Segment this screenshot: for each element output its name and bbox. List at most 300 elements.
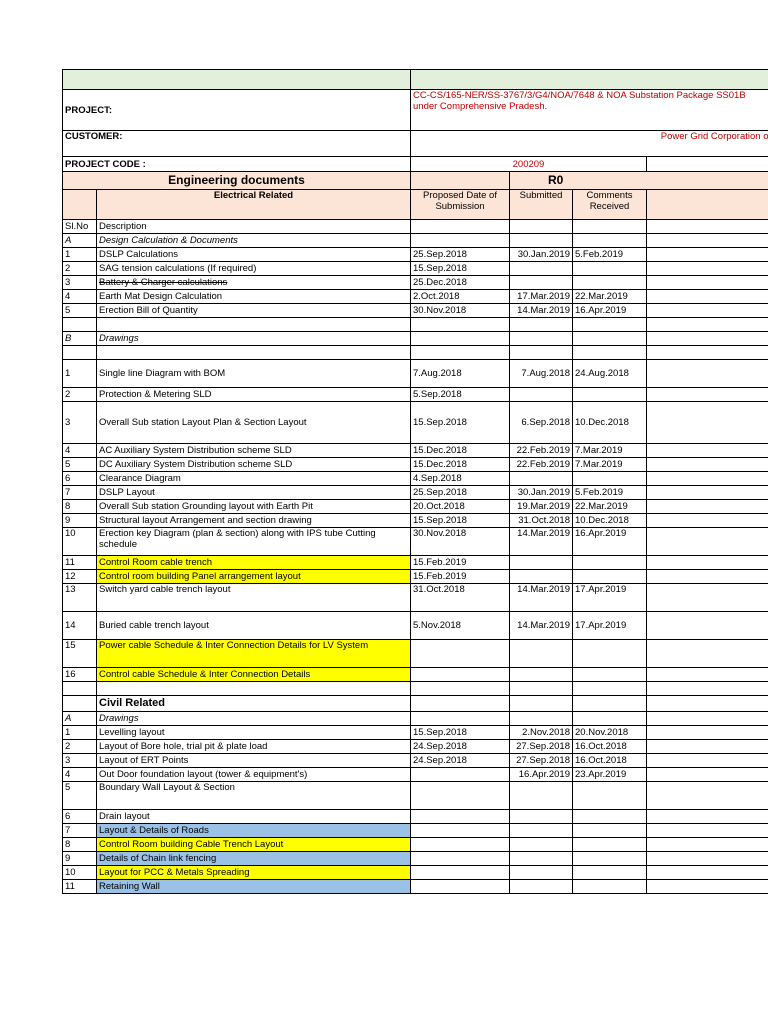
proposed-date-cell: 15.Dec.2018 xyxy=(411,444,510,458)
extra-cell xyxy=(647,754,768,768)
extra-cell xyxy=(647,402,768,444)
description-cell xyxy=(97,318,411,332)
description-cell: Drain layout xyxy=(97,810,411,824)
extra-cell xyxy=(647,712,768,726)
customer-label: CUSTOMER: xyxy=(63,131,411,157)
table-row xyxy=(63,304,768,318)
description-cell: Single line Diagram with BOM xyxy=(97,360,411,388)
electrical-related-heading: Electrical Related xyxy=(97,190,411,220)
table-row xyxy=(63,248,768,262)
slno-cell: 7 xyxy=(63,486,97,500)
table-row xyxy=(63,234,768,248)
comments-date-cell: 17.Apr.2019 xyxy=(573,612,647,640)
comments-date-cell: 22.Mar.2019 xyxy=(573,290,647,304)
description-cell: SAG tension calculations (If required) xyxy=(97,262,411,276)
submitted-date-cell xyxy=(510,682,573,696)
submitted-date-cell: 17.Mar.2019 xyxy=(510,290,573,304)
description-cell: Switch yard cable trench layout xyxy=(97,584,411,612)
blank-cell xyxy=(510,220,573,234)
column-header-extra xyxy=(647,190,768,220)
description-cell: Out Door foundation layout (tower & equipment's) xyxy=(97,768,411,782)
proposed-date-cell xyxy=(411,712,510,726)
extra-cell xyxy=(647,318,768,332)
comments-date-cell: 20.Nov.2018 xyxy=(573,726,647,740)
table-row xyxy=(63,500,768,514)
description-heading: Description xyxy=(97,220,411,234)
description-cell: Layout of ERT Points xyxy=(97,754,411,768)
extra-cell xyxy=(647,304,768,318)
slno-cell xyxy=(63,682,97,696)
comments-date-cell: 16.Oct.2018 xyxy=(573,740,647,754)
proposed-date-cell: 30.Nov.2018 xyxy=(411,304,510,318)
comments-date-cell xyxy=(573,388,647,402)
table-row xyxy=(63,528,768,556)
proposed-date-cell xyxy=(411,318,510,332)
comments-date-cell xyxy=(573,866,647,880)
blank-cell xyxy=(573,220,647,234)
engineering-documents-heading: Engineering documents xyxy=(63,172,411,190)
submitted-date-cell: 14.Mar.2019 xyxy=(510,304,573,318)
submitted-date-cell xyxy=(510,824,573,838)
comments-date-cell: 24.Aug.2018 xyxy=(573,360,647,388)
description-cell: Control Room building Cable Trench Layout xyxy=(97,838,411,852)
submitted-date-cell: 14.Mar.2019 xyxy=(510,528,573,556)
table-row xyxy=(63,584,768,612)
slno-cell: 6 xyxy=(63,810,97,824)
description-cell xyxy=(97,682,411,696)
description-cell: DSLP Layout xyxy=(97,486,411,500)
proposed-date-cell: 24.Sep.2018 xyxy=(411,754,510,768)
proposed-date-cell xyxy=(411,880,510,894)
comments-date-cell xyxy=(573,318,647,332)
extra-cell xyxy=(647,248,768,262)
submitted-date-cell xyxy=(510,866,573,880)
comments-date-cell xyxy=(573,640,647,668)
comments-date-cell xyxy=(573,276,647,290)
comments-date-cell: 22.Mar.2019 xyxy=(573,500,647,514)
description-cell: Clearance Diagram xyxy=(97,472,411,486)
proposed-date-cell xyxy=(411,332,510,346)
submitted-date-cell xyxy=(510,262,573,276)
table-row xyxy=(63,332,768,346)
description-cell xyxy=(97,346,411,360)
submitted-date-cell xyxy=(510,556,573,570)
proposed-date-cell: 2.Oct.2018 xyxy=(411,290,510,304)
comments-date-cell xyxy=(573,852,647,866)
description-cell: Control room building Panel arrangement layout xyxy=(97,570,411,584)
comments-date-cell xyxy=(573,668,647,682)
extra-cell xyxy=(647,234,768,248)
slno-cell: 11 xyxy=(63,880,97,894)
project-row xyxy=(63,90,768,131)
submitted-date-cell: 31.Oct.2018 xyxy=(510,514,573,528)
project-code-value: 200209 xyxy=(411,157,647,172)
extra-cell xyxy=(647,768,768,782)
extra-cell xyxy=(647,584,768,612)
proposed-date-cell: 20.Oct.2018 xyxy=(411,500,510,514)
extra-cell xyxy=(647,570,768,584)
description-cell: Drawings xyxy=(97,332,411,346)
slno-cell: 8 xyxy=(63,838,97,852)
extra-cell xyxy=(647,486,768,500)
table-row xyxy=(63,640,768,668)
submitted-date-cell xyxy=(510,472,573,486)
submitted-date-cell: 27.Sep.2018 xyxy=(510,740,573,754)
proposed-date-cell: 25.Dec.2018 xyxy=(411,276,510,290)
proposed-date-heading: Proposed Date of Submission xyxy=(411,190,510,220)
submitted-date-cell: 30.Jan.2019 xyxy=(510,248,573,262)
slno-cell xyxy=(63,318,97,332)
description-cell: Erection key Diagram (plan & section) along with IPS tube Cutting schedule xyxy=(97,528,411,556)
comments-date-cell: 23.Apr.2019 xyxy=(573,768,647,782)
table-row xyxy=(63,668,768,682)
slno-cell: 7 xyxy=(63,824,97,838)
slno-cell: 10 xyxy=(63,866,97,880)
submitted-date-cell xyxy=(510,880,573,894)
extra-cell xyxy=(647,682,768,696)
extra-cell xyxy=(647,824,768,838)
submitted-date-cell: 30.Jan.2019 xyxy=(510,486,573,500)
submitted-date-cell: 27.Sep.2018 xyxy=(510,754,573,768)
slno-cell: 13 xyxy=(63,584,97,612)
proposed-date-cell: 15.Sep.2018 xyxy=(411,402,510,444)
customer-row xyxy=(63,131,768,157)
comments-date-cell: 7.Mar.2019 xyxy=(573,444,647,458)
table-row xyxy=(63,290,768,304)
proposed-date-cell: 15.Sep.2018 xyxy=(411,262,510,276)
submitted-date-cell xyxy=(510,810,573,824)
table-row xyxy=(63,486,768,500)
description-cell: Earth Mat Design Calculation xyxy=(97,290,411,304)
table-row xyxy=(63,754,768,768)
table-row xyxy=(63,262,768,276)
extra-cell xyxy=(647,740,768,754)
slno-cell xyxy=(63,346,97,360)
slno-cell: 3 xyxy=(63,276,97,290)
extra-cell xyxy=(647,346,768,360)
proposed-date-cell xyxy=(411,668,510,682)
slno-cell: 2 xyxy=(63,740,97,754)
extra-cell xyxy=(647,696,768,712)
description-cell: Levelling layout xyxy=(97,726,411,740)
extra-cell xyxy=(647,262,768,276)
proposed-date-cell: 25.Sep.2018 xyxy=(411,486,510,500)
slno-cell: 6 xyxy=(63,472,97,486)
section-header-row xyxy=(63,172,768,190)
slno-cell: A xyxy=(63,712,97,726)
comments-date-cell xyxy=(573,570,647,584)
table-row xyxy=(63,824,768,838)
table-row xyxy=(63,570,768,584)
comments-date-cell xyxy=(573,782,647,810)
slno-cell: 11 xyxy=(63,556,97,570)
comments-date-cell: 16.Apr.2019 xyxy=(573,528,647,556)
proposed-date-cell xyxy=(411,768,510,782)
table-row xyxy=(63,514,768,528)
extra-cell xyxy=(647,668,768,682)
table-row xyxy=(63,346,768,360)
proposed-date-cell xyxy=(411,838,510,852)
comments-date-cell xyxy=(573,712,647,726)
submitted-date-cell: 14.Mar.2019 xyxy=(510,584,573,612)
comments-date-cell xyxy=(573,682,647,696)
proposed-date-cell: 25.Sep.2018 xyxy=(411,248,510,262)
extra-cell xyxy=(647,528,768,556)
description-cell: Design Calculation & Documents xyxy=(97,234,411,248)
slno-cell: B xyxy=(63,332,97,346)
description-cell: Structural layout Arrangement and section drawing xyxy=(97,514,411,528)
comments-date-cell xyxy=(573,838,647,852)
slno-cell: 2 xyxy=(63,262,97,276)
slno-cell: 3 xyxy=(63,402,97,444)
table-row xyxy=(63,768,768,782)
description-cell: DSLP Calculations xyxy=(97,248,411,262)
subheader-row xyxy=(63,220,768,234)
slno-cell: 4 xyxy=(63,290,97,304)
table-row xyxy=(63,682,768,696)
slno-cell: 4 xyxy=(63,444,97,458)
table-row xyxy=(63,318,768,332)
submitted-heading: Submitted xyxy=(510,190,573,220)
title-bar-cell xyxy=(63,70,411,90)
submitted-date-cell xyxy=(510,712,573,726)
slno-cell: 1 xyxy=(63,360,97,388)
section-header-blank xyxy=(411,172,510,190)
submitted-date-cell: 7.Aug.2018 xyxy=(510,360,573,388)
comments-date-cell: 17.Apr.2019 xyxy=(573,584,647,612)
proposed-date-cell: 7.Aug.2018 xyxy=(411,360,510,388)
slno-cell xyxy=(63,696,97,712)
extra-cell xyxy=(647,500,768,514)
extra-cell xyxy=(647,444,768,458)
table-row xyxy=(63,810,768,824)
submitted-date-cell: 2.Nov.2018 xyxy=(510,726,573,740)
table-row xyxy=(63,782,768,810)
description-cell: Layout of Bore hole, trial pit & plate load xyxy=(97,740,411,754)
table-row xyxy=(63,852,768,866)
comments-date-cell xyxy=(573,880,647,894)
submitted-date-cell xyxy=(510,346,573,360)
proposed-date-cell: 30.Nov.2018 xyxy=(411,528,510,556)
extra-cell xyxy=(647,612,768,640)
description-cell: Overall Sub station Grounding layout with Earth Pit xyxy=(97,500,411,514)
proposed-date-cell xyxy=(411,696,510,712)
submitted-date-cell xyxy=(510,782,573,810)
extra-cell xyxy=(647,472,768,486)
slno-cell: 16 xyxy=(63,668,97,682)
project-value: CC-CS/165-NER/SS-3767/3/G4/NOA/7648 & NOA Substation Package SS01B under Comprehensive Pradesh. xyxy=(411,90,768,131)
project-label: PROJECT: xyxy=(63,90,411,131)
submitted-date-cell xyxy=(510,332,573,346)
slno-cell: 5 xyxy=(63,782,97,810)
slno-cell: 1 xyxy=(63,726,97,740)
table-row xyxy=(63,360,768,388)
proposed-date-cell: 5.Sep.2018 xyxy=(411,388,510,402)
table-row xyxy=(63,444,768,458)
table-row xyxy=(63,740,768,754)
extra-cell xyxy=(647,866,768,880)
slno-cell: 15 xyxy=(63,640,97,668)
description-cell: Battery & Charger calculations xyxy=(97,276,411,290)
slno-cell: 3 xyxy=(63,754,97,768)
proposed-date-cell: 24.Sep.2018 xyxy=(411,740,510,754)
proposed-date-cell: 5.Nov.2018 xyxy=(411,612,510,640)
proposed-date-cell xyxy=(411,866,510,880)
table-row xyxy=(63,388,768,402)
proposed-date-cell: 4.Sep.2018 xyxy=(411,472,510,486)
slno-cell: 9 xyxy=(63,514,97,528)
slno-cell: 5 xyxy=(63,458,97,472)
description-cell: Retaining Wall xyxy=(97,880,411,894)
table-row xyxy=(63,838,768,852)
slno-cell: 5 xyxy=(63,304,97,318)
engineering-documents-table xyxy=(62,69,768,894)
submitted-date-cell: 22.Feb.2019 xyxy=(510,444,573,458)
slno-cell: 2 xyxy=(63,388,97,402)
slno-heading: Sl.No xyxy=(63,220,97,234)
proposed-date-cell xyxy=(411,782,510,810)
description-cell: Layout & Details of Roads xyxy=(97,824,411,838)
extra-cell xyxy=(647,556,768,570)
project-code-row xyxy=(63,157,768,172)
comments-date-cell xyxy=(573,262,647,276)
proposed-date-cell: 15.Feb.2019 xyxy=(411,570,510,584)
submitted-date-cell: 6.Sep.2018 xyxy=(510,402,573,444)
slno-cell: 4 xyxy=(63,768,97,782)
proposed-date-cell: 15.Sep.2018 xyxy=(411,514,510,528)
table-row xyxy=(63,712,768,726)
table-row xyxy=(63,402,768,444)
comments-date-cell: 16.Apr.2019 xyxy=(573,304,647,318)
submitted-date-cell: 19.Mar.2019 xyxy=(510,500,573,514)
extra-cell xyxy=(647,290,768,304)
proposed-date-cell: 15.Sep.2018 xyxy=(411,726,510,740)
proposed-date-cell xyxy=(411,234,510,248)
table-row xyxy=(63,696,768,712)
proposed-date-cell xyxy=(411,346,510,360)
proposed-date-cell xyxy=(411,852,510,866)
comments-received-heading: Comments Received xyxy=(573,190,647,220)
comments-date-cell: 5.Feb.2019 xyxy=(573,486,647,500)
submitted-date-cell xyxy=(510,318,573,332)
slno-cell: 8 xyxy=(63,500,97,514)
table-row xyxy=(63,458,768,472)
customer-value: Power Grid Corporation o xyxy=(411,131,768,157)
extra-cell xyxy=(647,276,768,290)
extra-cell xyxy=(647,332,768,346)
extra-cell xyxy=(647,782,768,810)
description-cell: Power cable Schedule & Inter Connection Details for LV System xyxy=(97,640,411,668)
extra-cell xyxy=(647,810,768,824)
blank-cell xyxy=(647,220,768,234)
slno-cell: A xyxy=(63,234,97,248)
table-row xyxy=(63,276,768,290)
proposed-date-cell: 15.Dec.2018 xyxy=(411,458,510,472)
description-cell: Protection & Metering SLD xyxy=(97,388,411,402)
revision-label: R0 xyxy=(510,172,768,190)
description-cell: Drawings xyxy=(97,712,411,726)
project-code-extra xyxy=(647,157,768,172)
table-row xyxy=(63,880,768,894)
table-row xyxy=(63,726,768,740)
proposed-date-cell xyxy=(411,824,510,838)
comments-date-cell: 10.Dec.2018 xyxy=(573,402,647,444)
comments-date-cell: 16.Oct.2018 xyxy=(573,754,647,768)
submitted-date-cell xyxy=(510,852,573,866)
table-row xyxy=(63,866,768,880)
submitted-date-cell xyxy=(510,276,573,290)
extra-cell xyxy=(647,640,768,668)
extra-cell xyxy=(647,726,768,740)
description-cell: DC Auxiliary System Distribution scheme SLD xyxy=(97,458,411,472)
submitted-date-cell xyxy=(510,234,573,248)
extra-cell xyxy=(647,880,768,894)
comments-date-cell xyxy=(573,346,647,360)
slno-cell: 14 xyxy=(63,612,97,640)
comments-date-cell: 10.Dec.2018 xyxy=(573,514,647,528)
extra-cell xyxy=(647,838,768,852)
description-cell: Boundary Wall Layout & Section xyxy=(97,782,411,810)
proposed-date-cell xyxy=(411,640,510,668)
proposed-date-cell xyxy=(411,810,510,824)
extra-cell xyxy=(647,360,768,388)
extra-cell xyxy=(647,388,768,402)
blank-cell xyxy=(411,220,510,234)
table-row xyxy=(63,556,768,570)
submitted-date-cell xyxy=(510,668,573,682)
description-cell: Details of Chain link fencing xyxy=(97,852,411,866)
comments-date-cell xyxy=(573,810,647,824)
proposed-date-cell: 31.Oct.2018 xyxy=(411,584,510,612)
submitted-date-cell: 14.Mar.2019 xyxy=(510,612,573,640)
submitted-date-cell xyxy=(510,388,573,402)
slno-cell: 12 xyxy=(63,570,97,584)
extra-cell xyxy=(647,458,768,472)
submitted-date-cell: 22.Feb.2019 xyxy=(510,458,573,472)
description-cell: Overall Sub station Layout Plan & Section Layout xyxy=(97,402,411,444)
proposed-date-cell: 15.Feb.2019 xyxy=(411,556,510,570)
slno-cell: 10 xyxy=(63,528,97,556)
table-row xyxy=(63,612,768,640)
description-cell: Layout for PCC & Metals Spreading xyxy=(97,866,411,880)
submitted-date-cell xyxy=(510,696,573,712)
submitted-date-cell: 16.Apr.2019 xyxy=(510,768,573,782)
submitted-date-cell xyxy=(510,838,573,852)
comments-date-cell xyxy=(573,234,647,248)
description-cell: Control cable Schedule & Inter Connection Details xyxy=(97,668,411,682)
proposed-date-cell xyxy=(411,682,510,696)
comments-date-cell: 5.Feb.2019 xyxy=(573,248,647,262)
comments-date-cell xyxy=(573,696,647,712)
extra-cell xyxy=(647,852,768,866)
slno-cell: 9 xyxy=(63,852,97,866)
comments-date-cell xyxy=(573,332,647,346)
project-code-label: PROJECT CODE : xyxy=(63,157,411,172)
table-row xyxy=(63,472,768,486)
column-header-row xyxy=(63,190,768,220)
submitted-date-cell xyxy=(510,640,573,668)
submitted-date-cell xyxy=(510,570,573,584)
description-cell: Control Room cable trench xyxy=(97,556,411,570)
description-cell: Erection Bill of Quantity xyxy=(97,304,411,318)
column-header-blank xyxy=(63,190,97,220)
description-cell: Civil Related xyxy=(97,696,411,712)
slno-cell: 1 xyxy=(63,248,97,262)
comments-date-cell xyxy=(573,824,647,838)
description-cell: AC Auxiliary System Distribution scheme SLD xyxy=(97,444,411,458)
title-bar-row xyxy=(63,70,768,90)
extra-cell xyxy=(647,514,768,528)
